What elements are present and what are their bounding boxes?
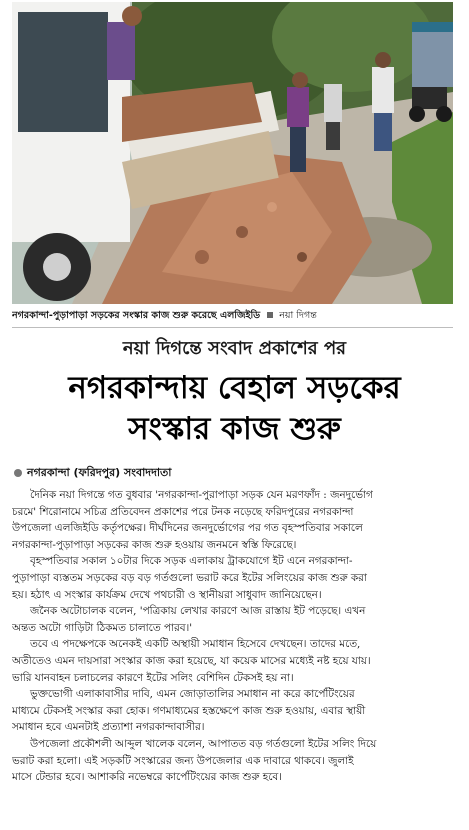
body-line: পুড়াপাড়া ব্যস্ততম সড়কের বড় বড় গর্তগুলো ভরাট করে ইটের সলিংয়ের কাজ শুরু করা bbox=[12, 571, 367, 584]
body-line: তবে এ পদক্ষেপকে অনেকই একটি অস্থায়ী সমাধান হিসেবে দেখছেন। তাদের মতে, bbox=[30, 638, 361, 651]
body-line: নগরকান্দা-পুড়াপাড়া সড়কের কাজ শুরু হওয়ায় জনমনে স্বস্তি ফিরেছে। bbox=[12, 538, 297, 551]
road-repair-photo bbox=[12, 2, 453, 304]
square-bullet-icon bbox=[267, 312, 273, 318]
caption-text: নগরকান্দা-পুড়াপাড়া সড়কের সংস্কার কাজ শুরু করেছে এলজিইডি bbox=[12, 310, 261, 321]
body-line: সমাধান হবে এমনটাই প্রত্যাশা নগরকান্দাবাসীর। bbox=[12, 721, 205, 734]
article-body bbox=[12, 487, 455, 827]
kicker-headline: নয়া দিগন্তে সংবাদ প্রকাশের পর bbox=[122, 338, 347, 359]
headline-line-1: নগরকান্দায় বেহাল সড়কের bbox=[68, 370, 401, 406]
body-line: মাধ্যমে টেকসই সংস্কার করা হোক। গণমাধ্যমের হস্তক্ষেপে কাজ শুরু হওয়ায়, এবার স্থায়ী bbox=[12, 704, 366, 717]
body-line: মাসে টেন্ডার হবে। আশাকরি নভেম্বরে কার্পেটিংয়ের কাজ শুরু হবে। bbox=[12, 771, 282, 784]
body-line: ভারি যানবাহন চলাচলের কারণে ইটের সলিং বেশিদিন টেকসই হয় না। bbox=[12, 671, 294, 684]
photo-credit: নয়া দিগন্ত bbox=[279, 310, 317, 321]
bullet-dot-icon bbox=[14, 469, 22, 477]
body-line: অতীতেও এমন দায়সারা সংস্কার কাজ করা হয়েছে, যা কয়েক মাসের মধ্যেই নষ্ট হয়ে যায়। bbox=[12, 654, 371, 667]
body-line: ভরাট করা হলো। এই সড়কটি সংস্কারের জন্য উপজেলার এক দাবারে থাকবে। জুলাই bbox=[12, 754, 354, 767]
caption-divider bbox=[12, 327, 453, 328]
body-line: বৃহস্পতিবার সকাল ১০টার দিকে সড়ক এলাকায় ট্রাকযোগে ইট এনে নগরকান্দা- bbox=[30, 555, 353, 568]
body-line: অন্তত অটো গাড়িটা ঠিকমত চালাতে পারব।' bbox=[12, 621, 193, 634]
body-line: হয়। হঠাৎ এ সংস্কার কার্যক্রম দেখে পথচারী ও স্থানীয়রা সাধুবাদ জানিয়েছেন। bbox=[12, 588, 322, 601]
body-line: ভুক্তভোগী এলাকাবাসীর দাবি, এমন জোড়াতালির সমাধান না করে কার্পেটিংয়ের bbox=[30, 688, 355, 701]
body-line: উপজেলা প্রকৌশলী আব্দুল খালেক বলেন, আপাতত বড় গর্তগুলো ইটের সলিং দিয়ে bbox=[30, 737, 377, 750]
photo-caption bbox=[12, 308, 453, 324]
byline-text: নগরকান্দা (ফরিদপুর) সংবাদদাতা bbox=[27, 466, 172, 479]
body-line: জনৈক অটোচালক বলেন, 'পত্রিকায় লেখার কারণে আজ রাস্তায় ইট পড়েছে। এখন bbox=[30, 605, 366, 618]
byline bbox=[14, 465, 171, 481]
headline-line-2: সংস্কার কাজ শুরু bbox=[128, 411, 341, 447]
main-headline bbox=[0, 368, 469, 450]
body-line: উপজেলা এলজিইডি কর্তৃপক্ষের। দীর্ঘদিনের জনদুর্ভোগের পর গত বৃহস্পতিবার সকালে bbox=[12, 522, 363, 535]
news-photo bbox=[12, 2, 453, 304]
body-line: চরমে' শিরোনামে সচিত্র প্রতিবেদন প্রকাশের পরে টনক নড়েছে ফরিদপুরের নগরকান্দা bbox=[12, 505, 354, 518]
body-line: দৈনিক নয়া দিগন্তে গত বুধবার 'নগরকান্দা-পুরাপাড়া সড়ক যেন মরণফাঁদ : জনদুর্ভোগ bbox=[30, 489, 373, 501]
